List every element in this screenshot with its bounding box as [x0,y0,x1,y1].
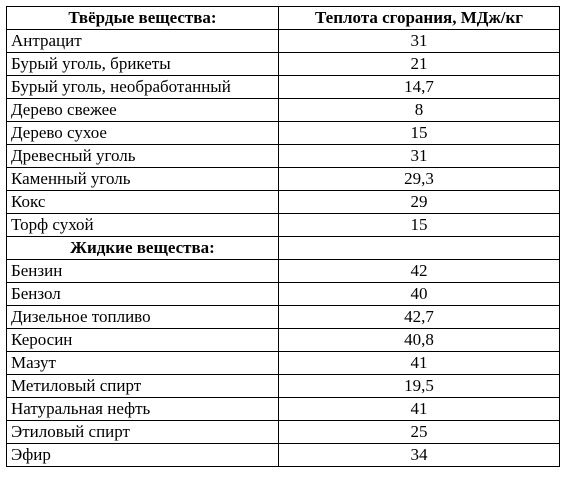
substance-name: Дерево сухое [7,122,279,145]
table-row [7,283,560,306]
heat-value: 21 [279,53,560,76]
heat-of-combustion-table [6,6,560,467]
heat-value: 34 [279,444,560,467]
table-row [7,260,560,283]
substance-name: Бензол [7,283,279,306]
heat-value: 42,7 [279,306,560,329]
heat-value: 40,8 [279,329,560,352]
table-row [7,191,560,214]
substance-name: Дерево свежее [7,99,279,122]
table-row [7,76,560,99]
heat-value: 31 [279,30,560,53]
liquid-section-label: Жидкие вещества: [7,237,279,260]
substance-name: Эфир [7,444,279,467]
table-header-row [7,7,560,30]
substance-name: Каменный уголь [7,168,279,191]
header-substance: Твёрдые вещества: [7,7,279,30]
heat-value: 31 [279,145,560,168]
table-row [7,329,560,352]
heat-value: 40 [279,283,560,306]
substance-name: Натуральная нефть [7,398,279,421]
heat-value: 19,5 [279,375,560,398]
table-row [7,444,560,467]
table-row [7,168,560,191]
substance-name: Бурый уголь, брикеты [7,53,279,76]
heat-value: 15 [279,214,560,237]
substance-name: Кокс [7,191,279,214]
heat-value: 41 [279,352,560,375]
substance-name: Антрацит [7,30,279,53]
table-row [7,306,560,329]
substance-name: Торф сухой [7,214,279,237]
substance-name: Мазут [7,352,279,375]
substance-name: Дизельное топливо [7,306,279,329]
substance-name: Бензин [7,260,279,283]
substance-name: Метиловый спирт [7,375,279,398]
section-header-row [7,237,560,260]
heat-value: 29 [279,191,560,214]
table-row [7,122,560,145]
table-row [7,421,560,444]
table-row [7,375,560,398]
heat-value: 41 [279,398,560,421]
table-row [7,398,560,421]
table-row [7,99,560,122]
table-row [7,352,560,375]
heat-value: 15 [279,122,560,145]
substance-name: Древесный уголь [7,145,279,168]
heat-value: 25 [279,421,560,444]
heat-value: 42 [279,260,560,283]
table-row [7,30,560,53]
heat-value: 8 [279,99,560,122]
substance-name: Бурый уголь, необработанный [7,76,279,99]
empty-cell [279,237,560,260]
table-row [7,145,560,168]
substance-name: Этиловый спирт [7,421,279,444]
heat-of-combustion-table-container [6,6,559,467]
heat-value: 29,3 [279,168,560,191]
substance-name: Керосин [7,329,279,352]
table-row [7,53,560,76]
header-heat-value: Теплота сгорания, МДж/кг [279,7,560,30]
heat-value: 14,7 [279,76,560,99]
table-row [7,214,560,237]
